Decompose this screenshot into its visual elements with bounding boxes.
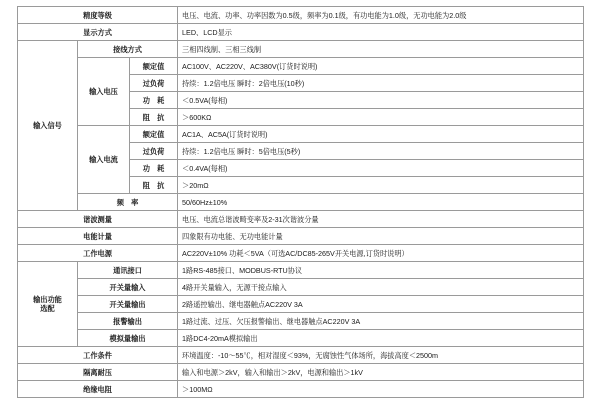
table-row <box>18 364 584 381</box>
table-row <box>18 381 584 398</box>
output-label-line1: 输出功能 <box>33 295 62 304</box>
row-label-working-condition: 工作条件 <box>18 347 178 364</box>
row-value-voltage-impedance: ＞600KΩ <box>178 109 584 126</box>
row-label-harmonic: 谐波测量 <box>18 211 178 228</box>
row-value-comm-interface: 1路RS-485接口、MODBUS-RTU协议 <box>178 262 584 279</box>
output-label-line2: 选配 <box>40 304 55 313</box>
row-label-voltage-impedance: 阻 抗 <box>130 109 178 126</box>
row-value-voltage-overload: 持续：1.2倍电压 瞬时：2倍电压(10秒) <box>178 75 584 92</box>
specification-table <box>17 6 584 398</box>
row-label-voltage-overload: 过负荷 <box>130 75 178 92</box>
row-label-voltage-power: 功 耗 <box>130 92 178 109</box>
row-value-working-condition: 环境温度：-10～55℃，相对湿度＜93%，无腐蚀性气体场所，海拔高度＜2500m <box>178 347 584 364</box>
row-value-voltage-rated: AC100V、AC220V、AC380V(订货时说明) <box>178 58 584 75</box>
row-value-alarm-output: 1路过流、过压、欠压报警输出、继电器触点AC220V 3A <box>178 313 584 330</box>
row-label-analog-output: 模拟量输出 <box>78 330 178 347</box>
row-label-voltage-rated: 额定值 <box>130 58 178 75</box>
row-value-isolation-voltage: 输入和电源＞2kV，输入和输出＞2kV，电源和输出＞1kV <box>178 364 584 381</box>
row-label-di: 开关量输入 <box>78 279 178 296</box>
table-row <box>18 296 584 313</box>
row-label-comm-interface: 通讯接口 <box>78 262 178 279</box>
row-value-harmonic: 电压、电流总谐波畸变率及2-31次谐波分量 <box>178 211 584 228</box>
row-label-do: 开关量输出 <box>78 296 178 313</box>
table-row <box>18 7 584 24</box>
row-label-energy: 电能计量 <box>18 228 178 245</box>
row-label-input-current: 输入电流 <box>78 126 130 194</box>
row-label-current-power: 功 耗 <box>130 160 178 177</box>
row-value-do: 2路遥控输出、继电器触点AC220V 3A <box>178 296 584 313</box>
row-value-analog-output: 1路DC4-20mA模拟输出 <box>178 330 584 347</box>
row-label-accuracy: 精度等级 <box>18 7 178 24</box>
row-label-isolation-voltage: 隔离耐压 <box>18 364 178 381</box>
row-label-current-rated: 额定值 <box>130 126 178 143</box>
row-label-connection: 接线方式 <box>78 41 178 58</box>
row-value-power-supply: AC220V±10% 功耗＜5VA（可选AC/DC85-265V开关电源,订货时说明） <box>178 245 584 262</box>
row-value-voltage-power: ＜0.5VA(每相) <box>178 92 584 109</box>
table-row <box>18 228 584 245</box>
row-value-energy: 四象限有功电能、无功电能计量 <box>178 228 584 245</box>
table-row <box>18 313 584 330</box>
row-label-power-supply: 工作电源 <box>18 245 178 262</box>
row-label-output-function <box>18 262 78 347</box>
row-value-di: 4路开关量输入，无源干接点输入 <box>178 279 584 296</box>
row-label-display: 显示方式 <box>18 24 178 41</box>
row-label-current-impedance: 阻 抗 <box>130 177 178 194</box>
row-label-input-voltage: 输入电压 <box>78 58 130 126</box>
row-value-accuracy: 电压、电流、功率、功率因数为0.5级，频率为0.1级，有功电能为1.0级，无功电能为2.0级 <box>178 7 584 24</box>
table-row <box>18 211 584 228</box>
row-value-current-impedance: ＞20mΩ <box>178 177 584 194</box>
row-value-frequency: 50/60Hz±10% <box>178 194 584 211</box>
table-row <box>18 347 584 364</box>
table-row <box>18 330 584 347</box>
table-row <box>18 262 584 279</box>
table-row <box>18 58 584 75</box>
row-label-insulation-resistance: 绝缘电阻 <box>18 381 178 398</box>
row-label-frequency: 频 率 <box>78 194 178 211</box>
table-row <box>18 41 584 58</box>
table-row <box>18 194 584 211</box>
table-row <box>18 24 584 41</box>
row-value-display: LED、LCD显示 <box>178 24 584 41</box>
row-label-current-overload: 过负荷 <box>130 143 178 160</box>
row-label-input-signal: 输入信号 <box>18 41 78 211</box>
table-row <box>18 126 584 143</box>
table-row <box>18 245 584 262</box>
row-value-current-overload: 持续：1.2倍电压 瞬时：5倍电压(5秒) <box>178 143 584 160</box>
row-value-current-power: ＜0.4VA(每相) <box>178 160 584 177</box>
table-row <box>18 279 584 296</box>
row-label-alarm-output: 报警输出 <box>78 313 178 330</box>
row-value-connection: 三相四线制、三相三线制 <box>178 41 584 58</box>
row-value-current-rated: AC1A、AC5A(订货时说明) <box>178 126 584 143</box>
row-value-insulation-resistance: ＞100MΩ <box>178 381 584 398</box>
